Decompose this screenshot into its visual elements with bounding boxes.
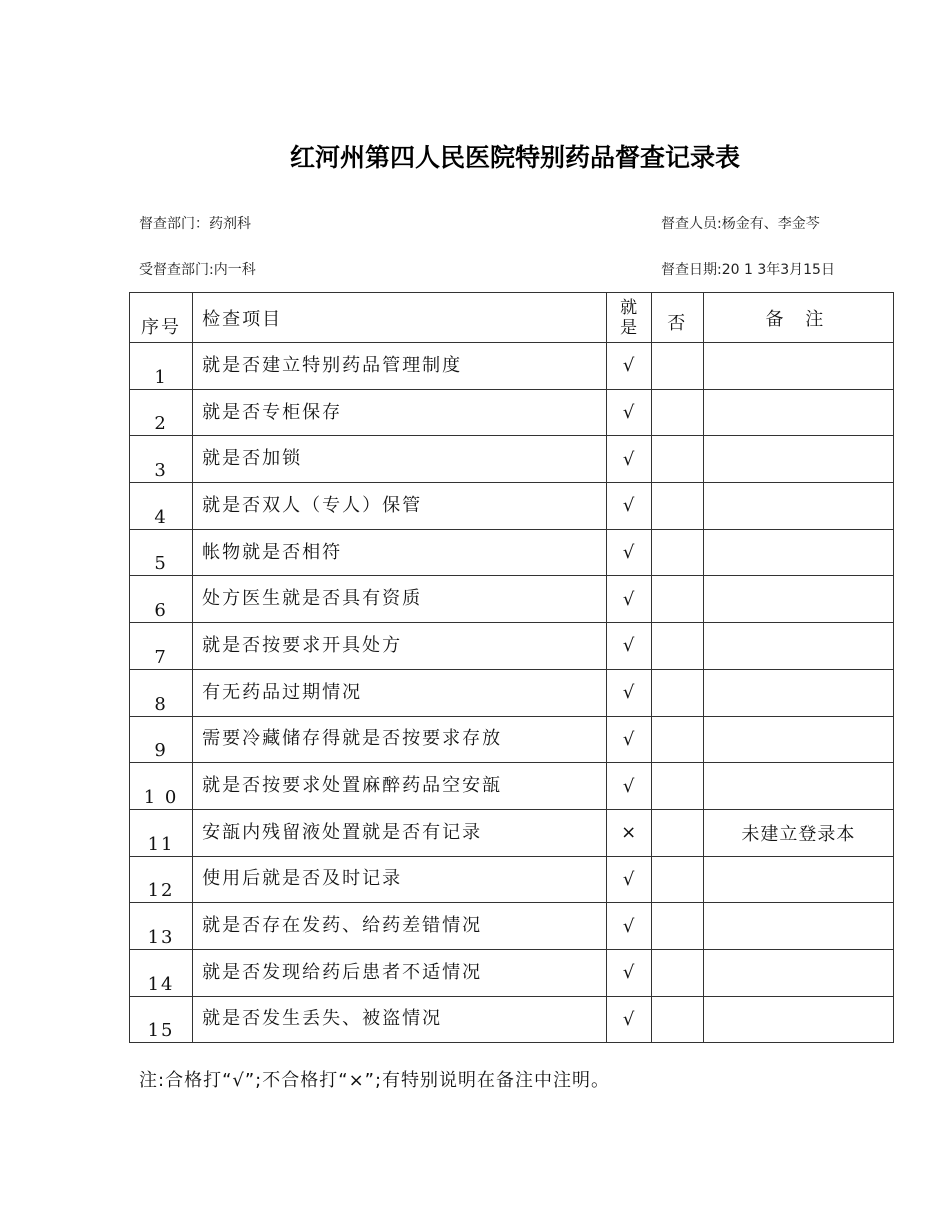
row-no-cell [651, 623, 703, 670]
table-row [130, 716, 894, 763]
row-remark [703, 856, 893, 903]
row-serial-number: 6 [130, 576, 193, 623]
row-no-cell [651, 716, 703, 763]
row-serial-number: 1 [130, 343, 193, 390]
row-serial-number: 2 [130, 389, 193, 436]
row-no-cell [651, 389, 703, 436]
row-serial-number: 5 [130, 529, 193, 576]
row-remark [703, 436, 893, 483]
table-row [130, 949, 894, 996]
row-remark [703, 903, 893, 950]
row-remark [703, 576, 893, 623]
table-body [130, 343, 894, 1043]
row-result-mark: √ [606, 436, 651, 483]
row-no-cell [651, 483, 703, 530]
inspectors: 督查人员:杨金有、李金芩 [661, 216, 820, 232]
row-result-mark: √ [606, 529, 651, 576]
row-result-mark: √ [606, 623, 651, 670]
row-serial-number: 4 [130, 483, 193, 530]
document-title: 红河州第四人民医院特别药品督查记录表 [289, 143, 740, 172]
row-inspection-item: 就是否专柜保存 [193, 389, 607, 436]
row-remark [703, 949, 893, 996]
row-inspection-item: 安瓿内残留液处置就是否有记录 [193, 809, 607, 856]
header-yes-top: 就 [620, 297, 638, 318]
table-row [130, 903, 894, 950]
row-remark: 未建立登录本 [703, 809, 893, 856]
row-result-mark: √ [606, 996, 651, 1043]
row-remark [703, 763, 893, 810]
row-serial-number: 1 0 [130, 763, 193, 810]
row-result-mark: √ [606, 576, 651, 623]
header-inspection-item: 检查项目 [193, 293, 607, 343]
table-row [130, 856, 894, 903]
table-header-row [130, 293, 894, 343]
row-result-mark: × [606, 809, 651, 856]
table-row [130, 436, 894, 483]
row-inspection-item: 就是否按要求处置麻醉药品空安瓿 [193, 763, 607, 810]
table-row [130, 576, 894, 623]
row-result-mark: √ [606, 389, 651, 436]
row-result-mark: √ [606, 903, 651, 950]
table-row [130, 623, 894, 670]
row-result-mark: √ [606, 763, 651, 810]
row-inspection-item: 就是否存在发药、给药差错情况 [193, 903, 607, 950]
row-result-mark: √ [606, 669, 651, 716]
row-result-mark: √ [606, 343, 651, 390]
row-remark [703, 996, 893, 1043]
header-yes [606, 293, 651, 343]
table-row [130, 343, 894, 390]
row-inspection-item: 帐物就是否相符 [193, 529, 607, 576]
footnote: 注:合格打“√”;不合格打“×”;有特别说明在备注中注明。 [139, 1070, 611, 1091]
row-result-mark: √ [606, 949, 651, 996]
row-inspection-item: 有无药品过期情况 [193, 669, 607, 716]
row-serial-number: 3 [130, 436, 193, 483]
row-inspection-item: 就是否发生丢失、被盗情况 [193, 996, 607, 1043]
header-yes-bottom: 是 [620, 317, 638, 338]
inspection-table [129, 292, 894, 1043]
row-serial-number: 14 [130, 949, 193, 996]
row-result-mark: √ [606, 716, 651, 763]
row-result-mark: √ [606, 483, 651, 530]
row-result-mark: √ [606, 856, 651, 903]
table-row [130, 483, 894, 530]
table-row [130, 809, 894, 856]
row-serial-number: 15 [130, 996, 193, 1043]
row-serial-number: 13 [130, 903, 193, 950]
row-remark [703, 389, 893, 436]
row-serial-number: 12 [130, 856, 193, 903]
table-row [130, 389, 894, 436]
row-inspection-item: 就是否加锁 [193, 436, 607, 483]
row-no-cell [651, 343, 703, 390]
row-no-cell [651, 996, 703, 1043]
row-inspection-item: 处方医生就是否具有资质 [193, 576, 607, 623]
row-no-cell [651, 529, 703, 576]
row-serial-number: 11 [130, 809, 193, 856]
inspection-date: 督查日期:20 1 3年3月15日 [661, 262, 835, 278]
row-no-cell [651, 576, 703, 623]
row-inspection-item: 就是否按要求开具处方 [193, 623, 607, 670]
header-serial-number: 序号 [130, 293, 193, 343]
table-row [130, 529, 894, 576]
row-no-cell [651, 903, 703, 950]
row-inspection-item: 需要冷藏储存得就是否按要求存放 [193, 716, 607, 763]
table-row [130, 996, 894, 1043]
row-serial-number: 9 [130, 716, 193, 763]
row-no-cell [651, 436, 703, 483]
row-no-cell [651, 809, 703, 856]
row-serial-number: 7 [130, 623, 193, 670]
table-row [130, 669, 894, 716]
row-remark [703, 343, 893, 390]
inspected-department: 受督查部门:内一科 [139, 262, 256, 278]
header-remarks: 备 注 [703, 293, 893, 343]
row-remark [703, 623, 893, 670]
table-row [130, 763, 894, 810]
row-inspection-item: 使用后就是否及时记录 [193, 856, 607, 903]
row-remark [703, 529, 893, 576]
supervising-department: 督查部门：药剂科 [139, 216, 251, 232]
row-no-cell [651, 669, 703, 716]
row-inspection-item: 就是否发现给药后患者不适情况 [193, 949, 607, 996]
row-no-cell [651, 949, 703, 996]
row-inspection-item: 就是否建立特别药品管理制度 [193, 343, 607, 390]
row-no-cell [651, 763, 703, 810]
row-remark [703, 669, 893, 716]
row-inspection-item: 就是否双人（专人）保管 [193, 483, 607, 530]
row-no-cell [651, 856, 703, 903]
row-serial-number: 8 [130, 669, 193, 716]
header-no: 否 [651, 293, 703, 343]
row-remark [703, 716, 893, 763]
row-remark [703, 483, 893, 530]
